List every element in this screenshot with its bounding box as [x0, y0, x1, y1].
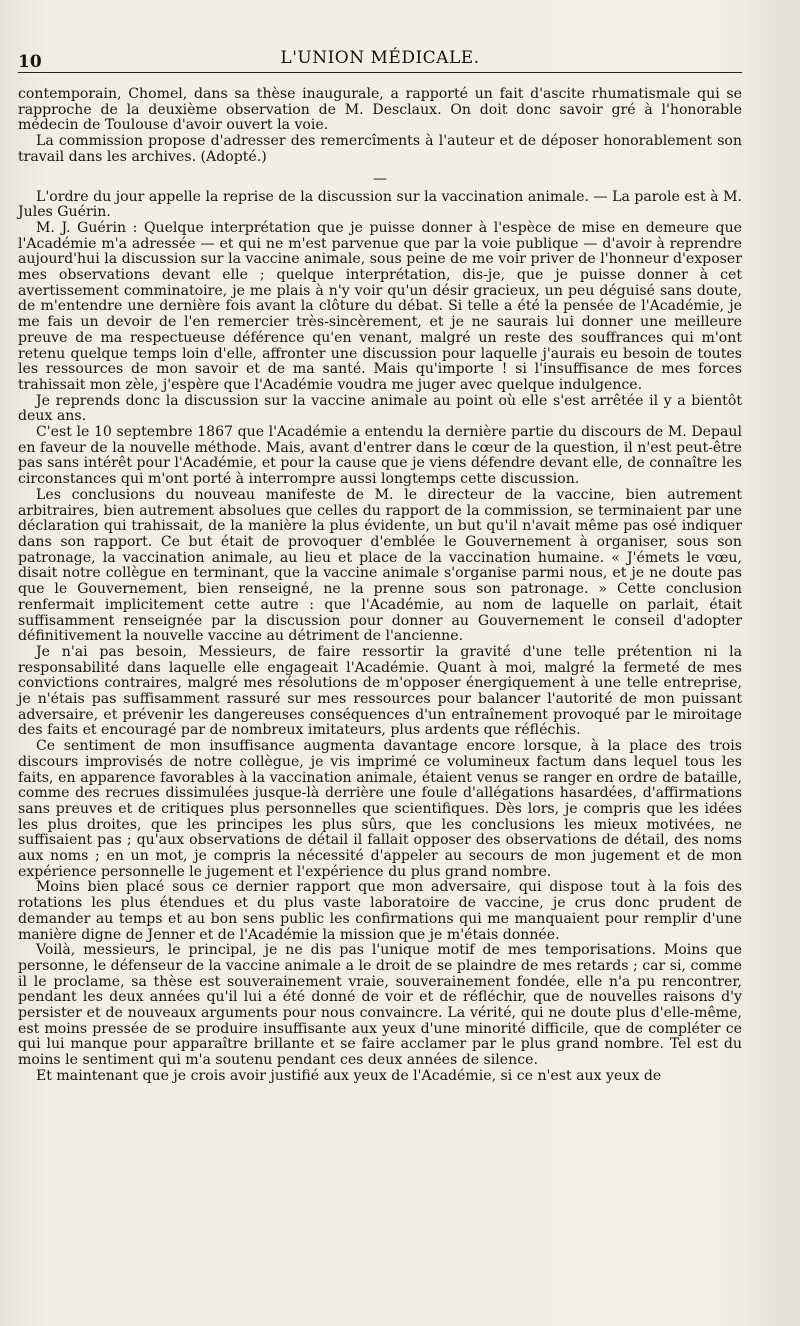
paragraph: M. J. Guérin : Quelque interprétation que je puisse donner à l'espèce de mise en demeure que l'Académie m'a adressée — et qui ne m'est parvenue que par la voie publique — d'avoir à reprendre aujourd'hui la discussion sur la vaccine animale, sous peine de me voir priver de l'honneur d'exposer mes observations devant elle ; quelque interprétation, dis-je, que je puisse donner à cet avertissement comminatoire, je me plais à n'y voir qu'un désir gracieux, un peu déguisé sans doute, de m'entendre une dernière fois avant la clôture du débat. Si telle a été la pensée de l'Académie, je me fais un devoir de l'en remercier très-sincèrement, et je ne saurais lui donner une meilleure preuve de ma respectueuse déférence qu'en venant, malgré un reste des souffrances qui m'ont retenu quelque temps loin d'elle, affronter une discussion pour laquelle j'aurais eu besoin de toutes les ressources de mon savoir et de ma santé. Mais qu'importe ! si l'insuffisance de mes forces trahissait mon zèle, j'espère que l'Académie voudra me juger avec quelque indulgence. — [18, 219, 742, 393]
paragraph: Les conclusions du nouveau manifeste de M. le directeur de la vaccine, bien autrement arbitraires, bien autrement absolues que celles du rapport de la commission, se terminaient par une déclaration qui trahissait, de la manière la plus évidente, un but qu'il n'avait même pas osé indiquer dans son rapport. Ce but était de provoquer d'emblée le Gouvernement à organiser, sous son patronage, la vaccination animale, au lieu et place de la vaccination humaine. « J'émets le vœu, disait notre collègue en terminant, que la vaccine animale s'organise parmi nous, et je ne doute pas que le Gouvernement, bien renseigné, ne la prenne sous son patronage. » Cette conclusion renfermait implicitement cette autre : que l'Académie, au nom de laquelle on parlait, était suffisamment renseignée par la discussion pour donner au Gouvernement le conseil d'adopter définitivement la nouvelle vaccine au détriment de l'ancienne. — [18, 486, 742, 645]
page-header — [18, 46, 742, 73]
paragraph: Moins bien placé sous ce dernier rapport que mon adversaire, qui dispose tout à la fois des rotations les plus étendues et du plus vaste laboratoire de vaccine, je crus donc prudent de demander au temps et au bon sens public les confirmations qui me manquaient pour remplir d'une manière digne de Jenner et de l'Académie la mission que je m'étais donnée. — [18, 879, 742, 943]
section-separator: — — [373, 170, 387, 187]
paragraph: Et maintenant que je crois avoir justifié aux yeux de l'Académie, si ce n'est aux yeux de — [36, 1067, 662, 1084]
paragraph: Je reprends donc la discussion sur la vaccine animale au point où elle s'est arrêtée il y a bientôt deux ans. — [18, 392, 742, 425]
paragraph: Je n'ai pas besoin, Messieurs, de faire ressortir la gravité d'une telle prétention ni la responsabilité dans laquelle elle engageait l'Académie. Quant à moi, malgré la fermeté de mes convictions contraires, malgré mes résolutions de m'opposer énergiquement à une telle entreprise, je n'étais pas suffisamment rassuré sur mes ressources pour balancer l'autorité de mon puissant adversaire, et prévenir les dangereuses conséquences d'un entraînement provoqué par le miroitage des faits et encouragé par de nombreux imitateurs, plus ardents que réfléchis. — [18, 643, 742, 739]
paragraph: Ce sentiment de mon insuffisance augmenta davantage encore lorsque, à la place des trois discours improvisés de notre collègue, je vis imprimé ce volumineux factum dans lequel tous les faits, en apparence favorables à la vaccination animale, étaient venus se ranger en ordre de bataille, comme des recrues dissimulées jusque-là derrière une foule d'allégations hasardées, d'affirmations sans preuves et de critiques plus personnelles que scientifiques. Dès lors, je compris que les idées les plus droites, que les principes les plus sûrs, que les conclusions les mieux motivées, ne suffisaient pas ; qu'aux observations de détail il fallait opposer des observations de détail, des noms aux noms ; en un mot, je compris la nécessité d'appeler au secours de mon jugement et de mon expérience personnelle le jugement et l'expérience du plus grand nombre. — [18, 738, 742, 880]
paragraph: La commission propose d'adresser des remercîments à l'auteur et de déposer honorablement son travail dans les archives. (Adopté.) — [18, 133, 742, 165]
paragraph: L'ordre du jour appelle la reprise de la discussion sur la vaccination animale. — La parole est à M. Jules Guérin. — [18, 188, 742, 221]
paragraph: contemporain, Chomel, dans sa thèse inaugurale, a rapporté un fait d'ascite rhumatismale qui se rapproche de la deuxième observation de M. Desclaux. On doit donc savoir gré à l'honorable médecin de Toulouse d'avoir ouvert la voie. — [18, 86, 742, 134]
page-number: 10 — [18, 52, 42, 72]
body-text — [18, 87, 742, 1085]
paragraph: C'est le 10 septembre 1867 que l'Académie a entendu la dernière partie du discours de M. Depaul en faveur de la nouvelle méthode. Mais, avant d'entrer dans le cœur de la question, il n'est peut-être pas sans intérêt pour l'Académie, et pour la cause que je viens défendre devant elle, de connaître les circonstances qui m'ont porté à interrompre aussi longtemps cette discussion. — [18, 424, 742, 488]
paragraph: Voilà, messieurs, le principal, je ne dis pas l'unique motif de mes temporisations. Moins que personne, le défenseur de la vaccine animale a le droit de se plaindre de mes retards ; car si, comme il le proclame, sa thèse est souverainement vraie, souverainement fondée, elle n'a pu rencontrer, pendant les deux années qu'il lui a été donné de voir et de réfléchir, que de nouvelles raisons d'y persister et de nouveaux arguments pour nous convaincre. La vérité, qui ne doute plus d'elle-même, est moins pressée de se produire insuffisante aux yeux d'une minorité difficile, que de compléter ce qui lui manque pour apparaître brillante et se faire acclamer par le plus grand nombre. Tel est du moins le sentiment qui m'a soutenu pendant ces deux années de silence. — [18, 942, 742, 1069]
running-title: L'UNION MÉDICALE. — [280, 48, 480, 68]
